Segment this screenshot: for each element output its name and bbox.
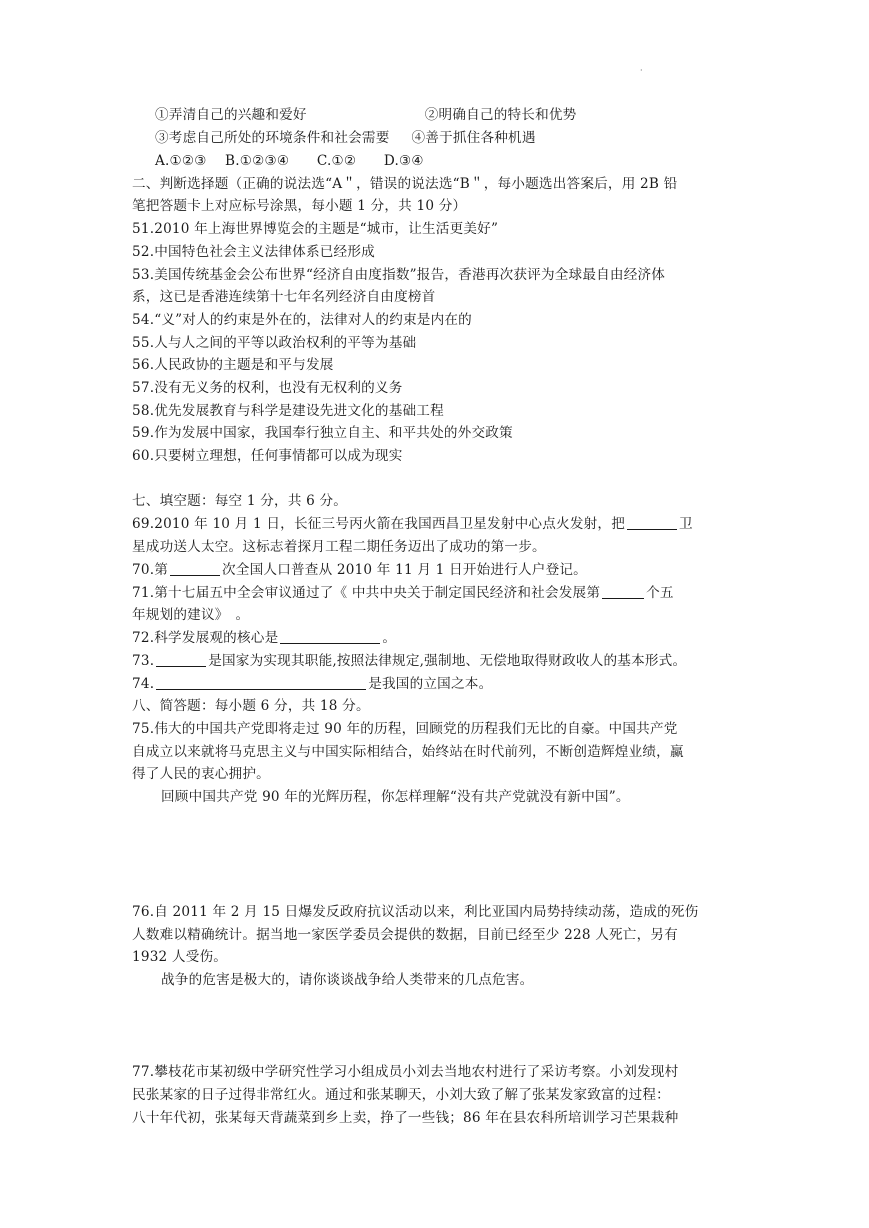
question-76-line-3: 1932 人受伤。 (132, 949, 228, 965)
q73-text-a: 73. (132, 653, 155, 669)
question-75-line-3: 得了人民的衷心拥护。 (132, 766, 270, 782)
question-75-line-2: 自成立以来就将马克思主义与中国实际相结合，始终站在时代前列，不断创造辉煌业绩，赢 (132, 744, 684, 760)
question-75-prompt: 回顾中国共产党 90 年的光辉历程，你怎样理解“没有共产党就没有新中国”。 (161, 789, 630, 805)
q72-text-a: 72.科学发展观的核心是 (132, 630, 279, 646)
question-70 (132, 561, 587, 580)
question-72 (132, 629, 396, 648)
answer-blank-74[interactable] (156, 675, 366, 690)
page-mark: · (640, 66, 643, 75)
question-71-line-2: 年规划的建议》 。 (132, 607, 250, 623)
question-55: 55.人与人之间的平等以政治权利的平等为基础 (132, 335, 417, 351)
question-69-line-1 (132, 515, 693, 534)
question-73 (132, 652, 686, 671)
question-76-prompt: 战争的危害是极大的，请你谈谈战争给人类带来的几点危害。 (161, 972, 534, 988)
question-51: 51.2010 年上海世界博览会的主题是“城市，让生活更美好” (132, 221, 499, 237)
question-56: 56.人民政协的主题是和平与发展 (132, 357, 334, 373)
question-76-line-2: 人数难以精确统计。据当地一家医学委员会提供的数据，目前已经至少 228 人死亡，另有 (132, 927, 678, 943)
option-4: ④善于抓住各种机遇 (411, 130, 536, 146)
section-7-heading: 七、填空题：每空 1 分，共 6 分。 (132, 493, 348, 509)
question-53-line-2: 系，这已是香港连续第十七年名列经济自由度榜首 (132, 289, 436, 305)
question-75-line-1: 75.伟大的中国共产党即将走过 90 年的历程，回顾党的历程我们无比的自豪。中国共产党 (132, 721, 678, 737)
question-52: 52.中国特色社会主义法律体系已经形成 (132, 244, 375, 260)
q73-text-b: 是国家为实现其职能,按照法律规定,强制地、无偿地取得财政收人的基本形式。 (208, 653, 687, 669)
q71-text-a: 71.第十七届五中全会审议通过了《 中共中央关于制定国民经济和社会发展第 (132, 585, 601, 601)
option-2: ②明确自己的特长和优势 (424, 107, 577, 123)
q72-text-b: 。 (382, 630, 397, 646)
q50-option-line-2 (155, 129, 536, 148)
question-60: 60.只要树立理想，任何事情都可以成为现实 (132, 448, 403, 464)
question-58: 58.优先发展教育与科学是建设先进文化的基础工程 (132, 403, 444, 419)
question-76-line-1: 76.自 2011 年 2 月 15 日爆发反政府抗议活动以来，利比亚国内局势持续动荡，造成的死伤 (132, 904, 699, 920)
answer-blank-73[interactable] (156, 652, 206, 667)
option-1: ①弄清自己的兴趣和爱好 (155, 107, 307, 123)
section-8-heading: 八、简答题：每小题 6 分，共 18 分。 (132, 698, 370, 714)
question-59: 59.作为发展中国家，我国奉行独立自主、和平共处的外交政策 (132, 425, 513, 441)
question-57: 57.没有无义务的权利，也没有无权利的义务 (132, 380, 403, 396)
question-77-line-2: 民张某家的日子过得非常红火。通过和张某聊天，小刘大致了解了张某发家致富的过程： (132, 1087, 670, 1103)
q69-text-a: 69.2010 年 10 月 1 日，长征三号丙火箭在我国西昌卫星发射中心点火发射，把 (132, 516, 625, 532)
q71-text-b: 个五 (646, 585, 674, 601)
question-71-line-1 (132, 584, 674, 603)
section-2-heading-line-2: 笔把答题卡上对应标号涂黑，每小题 1 分，共 10 分） (132, 198, 467, 214)
q50-option-line-1 (155, 106, 576, 125)
question-74 (132, 675, 492, 694)
q74-text-b: 是我国的立国之本。 (368, 676, 493, 692)
q50-choices: A.①②③ B.①②③④ C.①② D.③④ (155, 153, 424, 169)
answer-blank-72[interactable] (280, 629, 380, 644)
question-53-line-1: 53.美国传统基金会公布世界“经济自由度指数”报告，香港再次获评为全球最自由经济体 (132, 267, 666, 283)
answer-blank-69[interactable] (627, 515, 677, 530)
q70-text-b: 次全国人口普查从 2010 年 11 月 1 日开始进行人户登记。 (222, 562, 587, 578)
answer-blank-71[interactable] (602, 584, 644, 599)
question-54: 54.“义”对人的约束是外在的，法律对人的约束是内在的 (132, 312, 472, 328)
section-2-heading-line-1: 二、判断选择题（正确的说法选“A＂，错误的说法选“B＂，每小题选出答案后，用 2B 铅 (132, 176, 678, 192)
option-3: ③考虑自己所处的环境条件和社会需要 (155, 130, 390, 146)
answer-blank-70[interactable] (170, 561, 220, 576)
question-77-line-3: 八十年代初，张某每天背蔬菜到乡上卖，挣了一些钱；86 年在县农科所培训学习芒果栽种 (132, 1110, 679, 1126)
q69-text-b: 卫 (679, 516, 693, 532)
q74-text-a: 74. (132, 676, 155, 692)
q70-text-a: 70.第 (132, 562, 169, 578)
question-77-line-1: 77.攀枝花市某初级中学研究性学习小组成员小刘去当地农村进行了采访考察。小刘发现村 (132, 1064, 679, 1080)
question-69-line-2: 星成功送人太空。这标志着探月工程二期任务迈出了成功的第一步。 (132, 539, 546, 555)
